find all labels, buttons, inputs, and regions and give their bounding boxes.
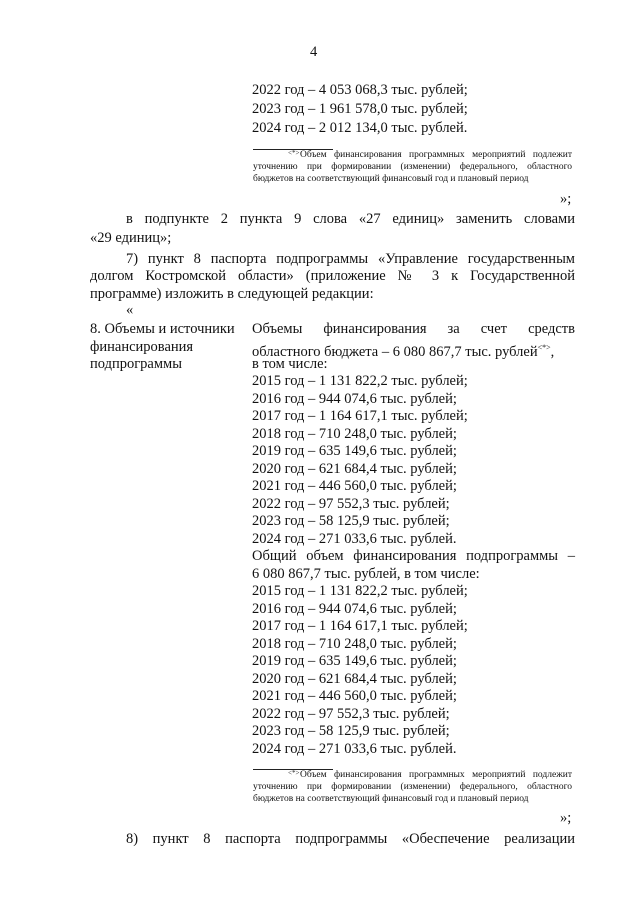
funding-intro-text: областного бюджета – 6 080 867,7 тыс. рублей — [252, 344, 538, 360]
year-line: 2020 год – 621 684,4 тыс. рублей; — [252, 671, 457, 687]
year-line: 2016 год – 944 074,6 тыс. рублей; — [252, 601, 457, 617]
paragraph-line: в подпункте 2 пункта 9 слова «27 единиц» заменить словами — [126, 211, 575, 227]
year-line: 2019 год – 635 149,6 тыс. рублей; — [252, 653, 457, 669]
footnote-text-line: Объем финансирования программных мероприятий подлежит — [300, 770, 572, 780]
year-line: 2020 год – 621 684,4 тыс. рублей; — [252, 461, 457, 477]
footnote-mark: <*> — [288, 769, 300, 777]
footnote-text-line: Объем финансирования программных мероприятий подлежит — [300, 150, 572, 160]
year-line: 2022 год – 97 552,3 тыс. рублей; — [252, 706, 450, 722]
year-line: 2021 год – 446 560,0 тыс. рублей; — [252, 478, 457, 494]
close-quote: »; — [560, 191, 572, 207]
year-line: 2017 год – 1 164 617,1 тыс. рублей; — [252, 618, 468, 634]
year-line: 2021 год – 446 560,0 тыс. рублей; — [252, 688, 457, 704]
top-year-line: 2022 год – 4 053 068,3 тыс. рублей; — [252, 82, 468, 98]
page-number: 4 — [310, 44, 318, 60]
paragraph-line: 7) пункт 8 паспорта подпрограммы «Управление государственным — [126, 251, 575, 267]
footnote-text-line: уточнению при формировании (изменении) федерального, областного — [253, 162, 572, 172]
year-line: 2018 год – 710 248,0 тыс. рублей; — [252, 426, 457, 442]
paragraph-line: «29 единиц»; — [90, 230, 172, 246]
top-year-line: 2024 год – 2 012 134,0 тыс. рублей. — [252, 120, 468, 136]
year-line: 2024 год – 271 033,6 тыс. рублей. — [252, 741, 457, 757]
footnote-reference: <*> — [537, 343, 551, 352]
footnote-text-line: бюджетов на соответствующий финансовый год и плановый период — [253, 794, 529, 804]
total-funding-line: 6 080 867,7 тыс. рублей, в том числе: — [252, 566, 480, 582]
year-line: 2018 год – 710 248,0 тыс. рублей; — [252, 636, 457, 652]
year-line: 2015 год – 1 131 822,2 тыс. рублей; — [252, 373, 468, 389]
funding-intro-line: Объемы финансирования за счет средств — [252, 321, 575, 337]
year-line: 2023 год – 58 125,9 тыс. рублей; — [252, 723, 450, 739]
total-funding-line: Общий объем финансирования подпрограммы – — [252, 548, 575, 564]
funding-intro-tail: , — [550, 344, 555, 360]
table-left-cell-line: подпрограммы — [90, 356, 182, 372]
year-line: 2017 год – 1 164 617,1 тыс. рублей; — [252, 408, 468, 424]
year-line: 2016 год – 944 074,6 тыс. рублей; — [252, 391, 457, 407]
footnote-text-line: бюджетов на соответствующий финансовый год и плановый период — [253, 174, 529, 184]
year-line: 2015 год – 1 131 822,2 тыс. рублей; — [252, 583, 468, 599]
year-line: 2019 год – 635 149,6 тыс. рублей; — [252, 443, 457, 459]
top-year-line: 2023 год – 1 961 578,0 тыс. рублей; — [252, 101, 468, 117]
paragraph-line: программе) изложить в следующей редакции: — [90, 286, 374, 302]
table-left-cell-line: 8. Объемы и источники — [90, 321, 235, 337]
footnote-mark: <*> — [288, 149, 300, 157]
year-line: 2024 год – 271 033,6 тыс. рублей. — [252, 531, 457, 547]
footnote-text-line: уточнению при формировании (изменении) федерального, областного — [253, 782, 572, 792]
open-quote: « — [126, 302, 134, 318]
close-quote: »; — [560, 810, 572, 826]
table-left-cell-line: финансирования — [90, 339, 194, 355]
year-line: 2023 год – 58 125,9 тыс. рублей; — [252, 513, 450, 529]
paragraph-line: 8) пункт 8 паспорта подпрограммы «Обеспечение реализации — [126, 831, 575, 847]
paragraph-line: долгом Костромской области» (приложение № 3 к Государственной — [90, 268, 575, 284]
year-line: 2022 год – 97 552,3 тыс. рублей; — [252, 496, 450, 512]
funding-intro-line: в том числе: — [252, 356, 328, 372]
